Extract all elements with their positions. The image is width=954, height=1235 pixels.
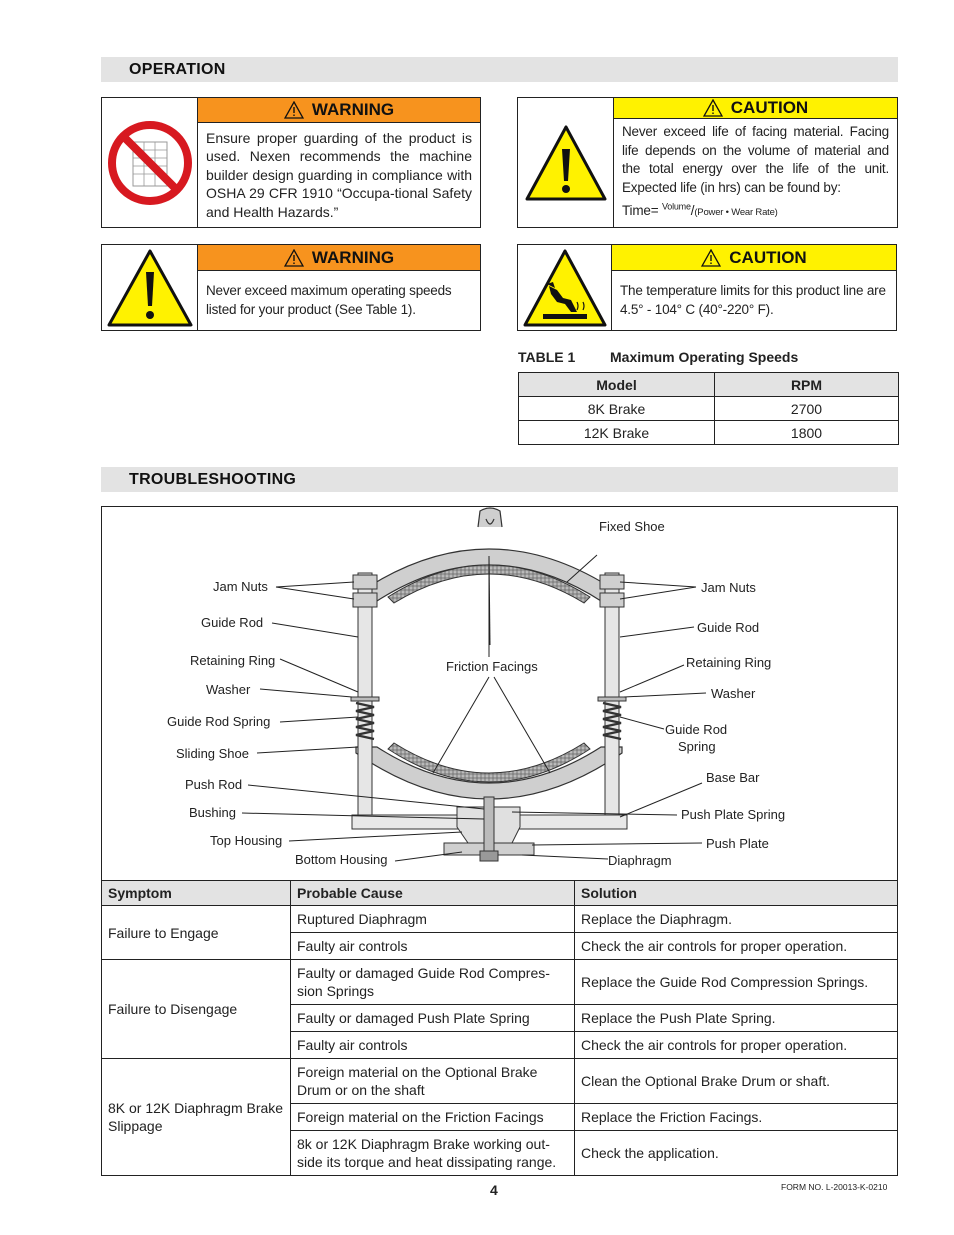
- label-push-plate-spring: Push Plate Spring: [681, 807, 786, 822]
- label-guide-rod-spring: Guide Rod Spring: [167, 714, 271, 729]
- table-row: Failure to Engage Ruptured Diaphragm Replace the Diaphragm.: [102, 906, 898, 933]
- label-bottom-housing: Bottom Housing: [295, 852, 388, 867]
- caution-temperature-text: The temperature limits for this product line are 4.5° - 104° C (40°-220° F).: [620, 283, 886, 317]
- label-push-rod: Push Rod: [185, 777, 243, 792]
- warning-triangle-icon: [703, 99, 723, 117]
- table1-caption: Maximum Operating Speeds: [610, 349, 799, 365]
- brake-diagram: [101, 506, 898, 880]
- label-jam-nuts: Jam Nuts: [701, 580, 756, 595]
- operation-heading: OPERATION: [101, 57, 898, 82]
- table-row: Foreign material on the Friction Facings Replace the Friction Facings.: [102, 1104, 898, 1131]
- page-number: 4: [490, 1182, 498, 1198]
- label-washer: Washer: [711, 686, 756, 701]
- warning-speed-box: [101, 244, 481, 331]
- label-bushing: Bushing: [189, 805, 236, 820]
- label-jam-nuts: Jam Nuts: [213, 579, 268, 594]
- hot-surface-icon: [521, 248, 609, 328]
- caution-header: CAUTION: [614, 98, 897, 119]
- speed-table: Model RPM 8K Brake 2700 12K Brake 1800: [518, 372, 899, 445]
- no-access-icon: [107, 120, 193, 206]
- label-retaining-ring: Retaining Ring: [190, 653, 276, 668]
- table-row: Faulty or damaged Push Plate Spring Replace the Push Plate Spring.: [102, 1005, 898, 1032]
- form-number: FORM NO. L-20013-K-0210: [781, 1182, 888, 1192]
- label-guide-rod-spring: Spring: [678, 739, 716, 754]
- label-base-bar: Base Bar: [706, 770, 760, 785]
- table-row: Faulty air controls Check the air controls for proper operation.: [102, 1032, 898, 1059]
- label-sliding-shoe: Sliding Shoe: [176, 746, 249, 761]
- table1-label: TABLE 1: [518, 349, 576, 365]
- label-guide-rod: Guide Rod: [697, 620, 760, 635]
- troubleshooting-heading: TROUBLESHOOTING: [101, 467, 898, 492]
- table-row: 12K Brake 1800: [519, 421, 899, 445]
- caution-temperature-box: [517, 244, 897, 331]
- warning-triangle-icon: [284, 249, 304, 267]
- caution-facing-box: [517, 97, 898, 228]
- caution-header: CAUTION: [612, 245, 896, 271]
- warning-triangle-icon: [701, 249, 721, 267]
- troubleshooting-table: Symptom Probable Cause Solution Failure to Engage Ruptured Diaphragm Replace the Diaphragm. Faulty air controls Check the air controls for proper operation. Failure to Disengage Faulty or damaged Guide Rod Compres-sion Springs Replace the Guide Rod Compression Springs. Faulty or damaged Push Plate Spring Replace the Push Plate Spring. Faulty air controls Check the air controls for proper operation. 8K or 12K Diaphragm Brake Slippage Foreign material on the Optional Brake Drum or on the shaft Clean the Optional Brake Drum or shaft. Foreign material on the Friction Facings Replace the Friction Facings. 8k or 12K Diaphragm Brake working out-side its torque and heat dissipating range. Check the application.: [101, 880, 898, 1176]
- warning-guarding-text: Ensure proper guarding of the product is used. Nexen recommends the machine builder design guarding in compliance with OSHA 29 CFR 1910 “Occupa-tional Safety and Health Hazards.”: [206, 129, 472, 220]
- table-row: Failure to Disengage Faulty or damaged Guide Rod Compres-sion Springs Replace the Guide Rod Compression Springs.: [102, 960, 898, 1005]
- table-row: 8K or 12K Diaphragm Brake Slippage Foreign material on the Optional Brake Drum or on the shaft Clean the Optional Brake Drum or shaft.: [102, 1059, 898, 1104]
- label-top-housing: Top Housing: [210, 833, 283, 848]
- warning-guarding-box: [101, 97, 481, 228]
- warning-header: WARNING: [198, 245, 480, 271]
- table-row: 8k or 12K Diaphragm Brake working out-side its torque and heat dissipating range. Check the application.: [102, 1131, 898, 1176]
- label-diaphragm: Diaphragm: [608, 853, 672, 868]
- warning-triangle-icon: [284, 101, 304, 119]
- warning-speed-text: Never exceed maximum operating speeds listed for your product (See Table 1).: [206, 283, 452, 317]
- label-guide-rod-spring: Guide Rod: [665, 722, 728, 737]
- caution-facing-text: Never exceed life of facing material. Facing life depends on the volume of material and the total energy over the life of the unit. Expected life (in hrs) can be found by:: [622, 124, 889, 195]
- label-push-plate: Push Plate: [706, 836, 769, 851]
- warning-header: WARNING: [198, 98, 480, 123]
- label-fixed-shoe: Fixed Shoe: [599, 519, 665, 534]
- table-row: 8K Brake 2700: [519, 397, 899, 421]
- label-guide-rod: Guide Rod: [201, 615, 264, 630]
- exclamation-icon: [523, 123, 609, 203]
- table-row: Faulty air controls Check the air controls for proper operation.: [102, 933, 898, 960]
- label-washer: Washer: [206, 682, 251, 697]
- label-friction-facings: Friction Facings: [446, 659, 538, 674]
- label-retaining-ring: Retaining Ring: [686, 655, 772, 670]
- exclamation-icon: [105, 248, 195, 328]
- formula: Time= $^{Volume}$/(Power • Wear Rate): [622, 201, 778, 218]
